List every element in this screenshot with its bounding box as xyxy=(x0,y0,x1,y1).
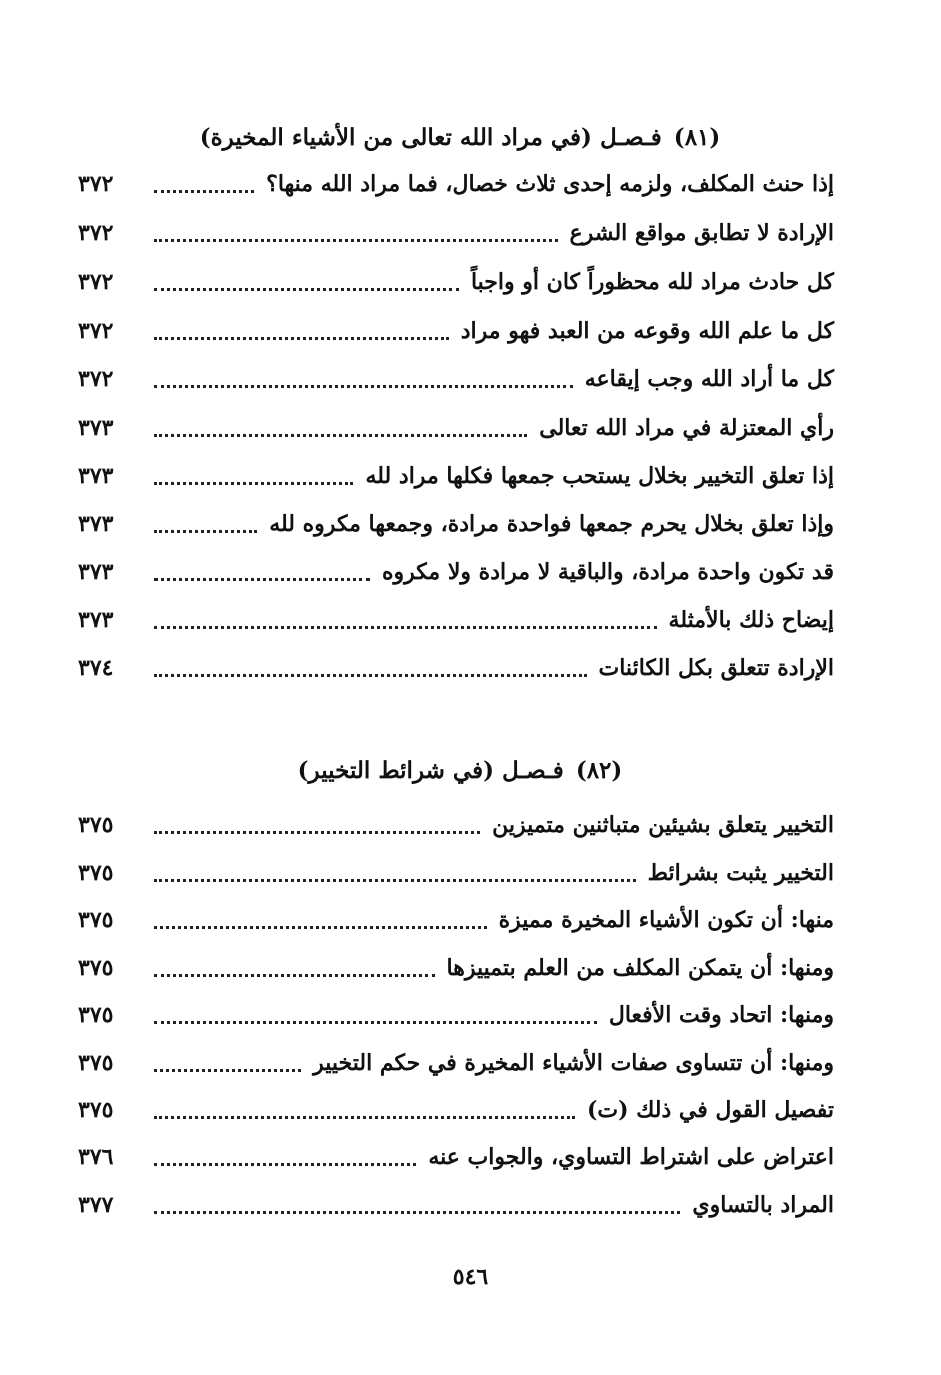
entry-title: التخيير يتعلق بشيئين متباثنين متميزين xyxy=(492,812,834,838)
section-heading xyxy=(90,755,830,787)
index-entry xyxy=(78,648,834,688)
dot-leader xyxy=(154,1069,301,1072)
entry-page-number: ٣٧٧ xyxy=(78,1192,114,1218)
entry-title: كل حادث مراد لله محظوراً كان أو واجباً xyxy=(470,269,834,295)
index-entry xyxy=(78,552,834,592)
entry-page-number: ٣٧٥ xyxy=(78,1002,114,1028)
index-entry xyxy=(78,262,834,302)
dot-leader xyxy=(154,337,449,340)
entry-page-number: ٣٧٥ xyxy=(78,1097,114,1123)
index-entry xyxy=(78,1137,834,1177)
entry-page-number: ٣٧٣ xyxy=(78,559,114,585)
entry-title: قد تكون واحدة مرادة، والباقية لا مرادة ولا مكروه xyxy=(381,559,834,585)
entry-title: التخيير يثبت بشرائط xyxy=(647,860,834,886)
index-entry xyxy=(78,1090,834,1130)
index-entry xyxy=(78,853,834,893)
index-entry xyxy=(78,408,834,448)
index-entry xyxy=(78,948,834,988)
entry-title: ومنها: أن تتساوى صفات الأشياء المخيرة في حكم التخيير xyxy=(313,1050,834,1076)
index-entry xyxy=(78,600,834,640)
entry-page-number: ٣٧٣ xyxy=(78,511,114,537)
entry-page-number: ٣٧٢ xyxy=(78,171,114,197)
entry-title: وإذا تعلق بخلال يحرم جمعها فواحدة مرادة، وجمعها مكروه لله xyxy=(269,511,834,537)
page-folio: ٥٤٦ xyxy=(452,1264,489,1290)
index-entry xyxy=(78,164,834,204)
entry-page-number: ٣٧٥ xyxy=(78,860,114,886)
entry-title: الإرادة لا تطابق مواقع الشرع xyxy=(569,220,834,246)
section-number: (٨١) xyxy=(673,124,721,151)
entry-title: إيضاح ذلك بالأمثلة xyxy=(668,607,834,633)
entry-page-number: ٣٧٦ xyxy=(78,1144,114,1170)
entry-page-number: ٣٧٥ xyxy=(78,907,114,933)
entry-title: المراد بالتساوي xyxy=(692,1192,834,1218)
dot-leader xyxy=(154,578,370,581)
dot-leader xyxy=(154,434,527,437)
section-subtitle: (في مراد الله تعالى من الأشياء المخيرة) xyxy=(199,124,592,151)
entry-title: الإرادة تتعلق بكل الكائنات xyxy=(598,655,834,681)
dot-leader xyxy=(154,926,487,929)
section-subtitle: (في شرائط التخيير) xyxy=(297,757,494,784)
dot-leader xyxy=(154,1163,416,1166)
entry-page-number: ٣٧٢ xyxy=(78,366,114,392)
section-word: فـصـل xyxy=(501,757,564,784)
dot-leader xyxy=(154,626,657,629)
dot-leader xyxy=(154,190,254,193)
entry-title: إذا تعلق التخيير بخلال يستحب جمعها فكلها مراد لله xyxy=(365,463,834,489)
dot-leader xyxy=(154,239,558,242)
index-entry xyxy=(78,504,834,544)
dot-leader xyxy=(154,288,459,291)
entry-title: كل ما أراد الله وجب إيقاعه xyxy=(584,366,834,392)
index-entry xyxy=(78,900,834,940)
entry-page-number: ٣٧٥ xyxy=(78,955,114,981)
entry-page-number: ٣٧٥ xyxy=(78,1050,114,1076)
entry-page-number: ٣٧٣ xyxy=(78,607,114,633)
index-entry xyxy=(78,213,834,253)
dot-leader xyxy=(154,1116,575,1119)
entry-page-number: ٣٧٤ xyxy=(78,655,114,681)
section-heading xyxy=(90,122,830,154)
dot-leader xyxy=(154,1021,597,1024)
dot-leader xyxy=(154,482,353,485)
section-number: (٨٢) xyxy=(575,757,623,784)
dot-leader xyxy=(154,385,573,388)
entry-title: ومنها: أن يتمكن المكلف من العلم بتمييزها xyxy=(446,955,834,981)
entry-title: تفصيل القول في ذلك (ت) xyxy=(587,1097,834,1123)
section-word: فـصـل xyxy=(599,124,662,151)
entry-title: كل ما علم الله وقوعه من العبد فهو مراد xyxy=(460,318,834,344)
entry-title: إذا حنث المكلف، ولزمه إحدى ثلاث خصال، فما مراد الله منها؟ xyxy=(266,171,834,197)
index-entry xyxy=(78,995,834,1035)
dot-leader xyxy=(154,674,587,677)
dot-leader xyxy=(154,1211,680,1214)
entry-title: ومنها: اتحاد وقت الأفعال xyxy=(608,1002,834,1028)
entry-title: اعتراض على اشتراط التساوي، والجواب عنه xyxy=(428,1144,834,1170)
dot-leader xyxy=(154,831,480,834)
entry-page-number: ٣٧٢ xyxy=(78,318,114,344)
index-entry xyxy=(78,456,834,496)
entry-page-number: ٣٧٣ xyxy=(78,463,114,489)
entry-title: رأي المعتزلة في مراد الله تعالى xyxy=(539,415,834,441)
dot-leader xyxy=(154,879,636,882)
index-entry xyxy=(78,805,834,845)
entry-page-number: ٣٧٣ xyxy=(78,415,114,441)
dot-leader xyxy=(154,974,435,977)
index-entry xyxy=(78,359,834,399)
entry-page-number: ٣٧٢ xyxy=(78,220,114,246)
index-entry xyxy=(78,1185,834,1225)
index-entry xyxy=(78,1043,834,1083)
entry-page-number: ٣٧٢ xyxy=(78,269,114,295)
dot-leader xyxy=(154,530,257,533)
index-entry xyxy=(78,311,834,351)
entry-title: منها: أن تكون الأشياء المخيرة مميزة xyxy=(498,907,834,933)
entry-page-number: ٣٧٥ xyxy=(78,812,114,838)
